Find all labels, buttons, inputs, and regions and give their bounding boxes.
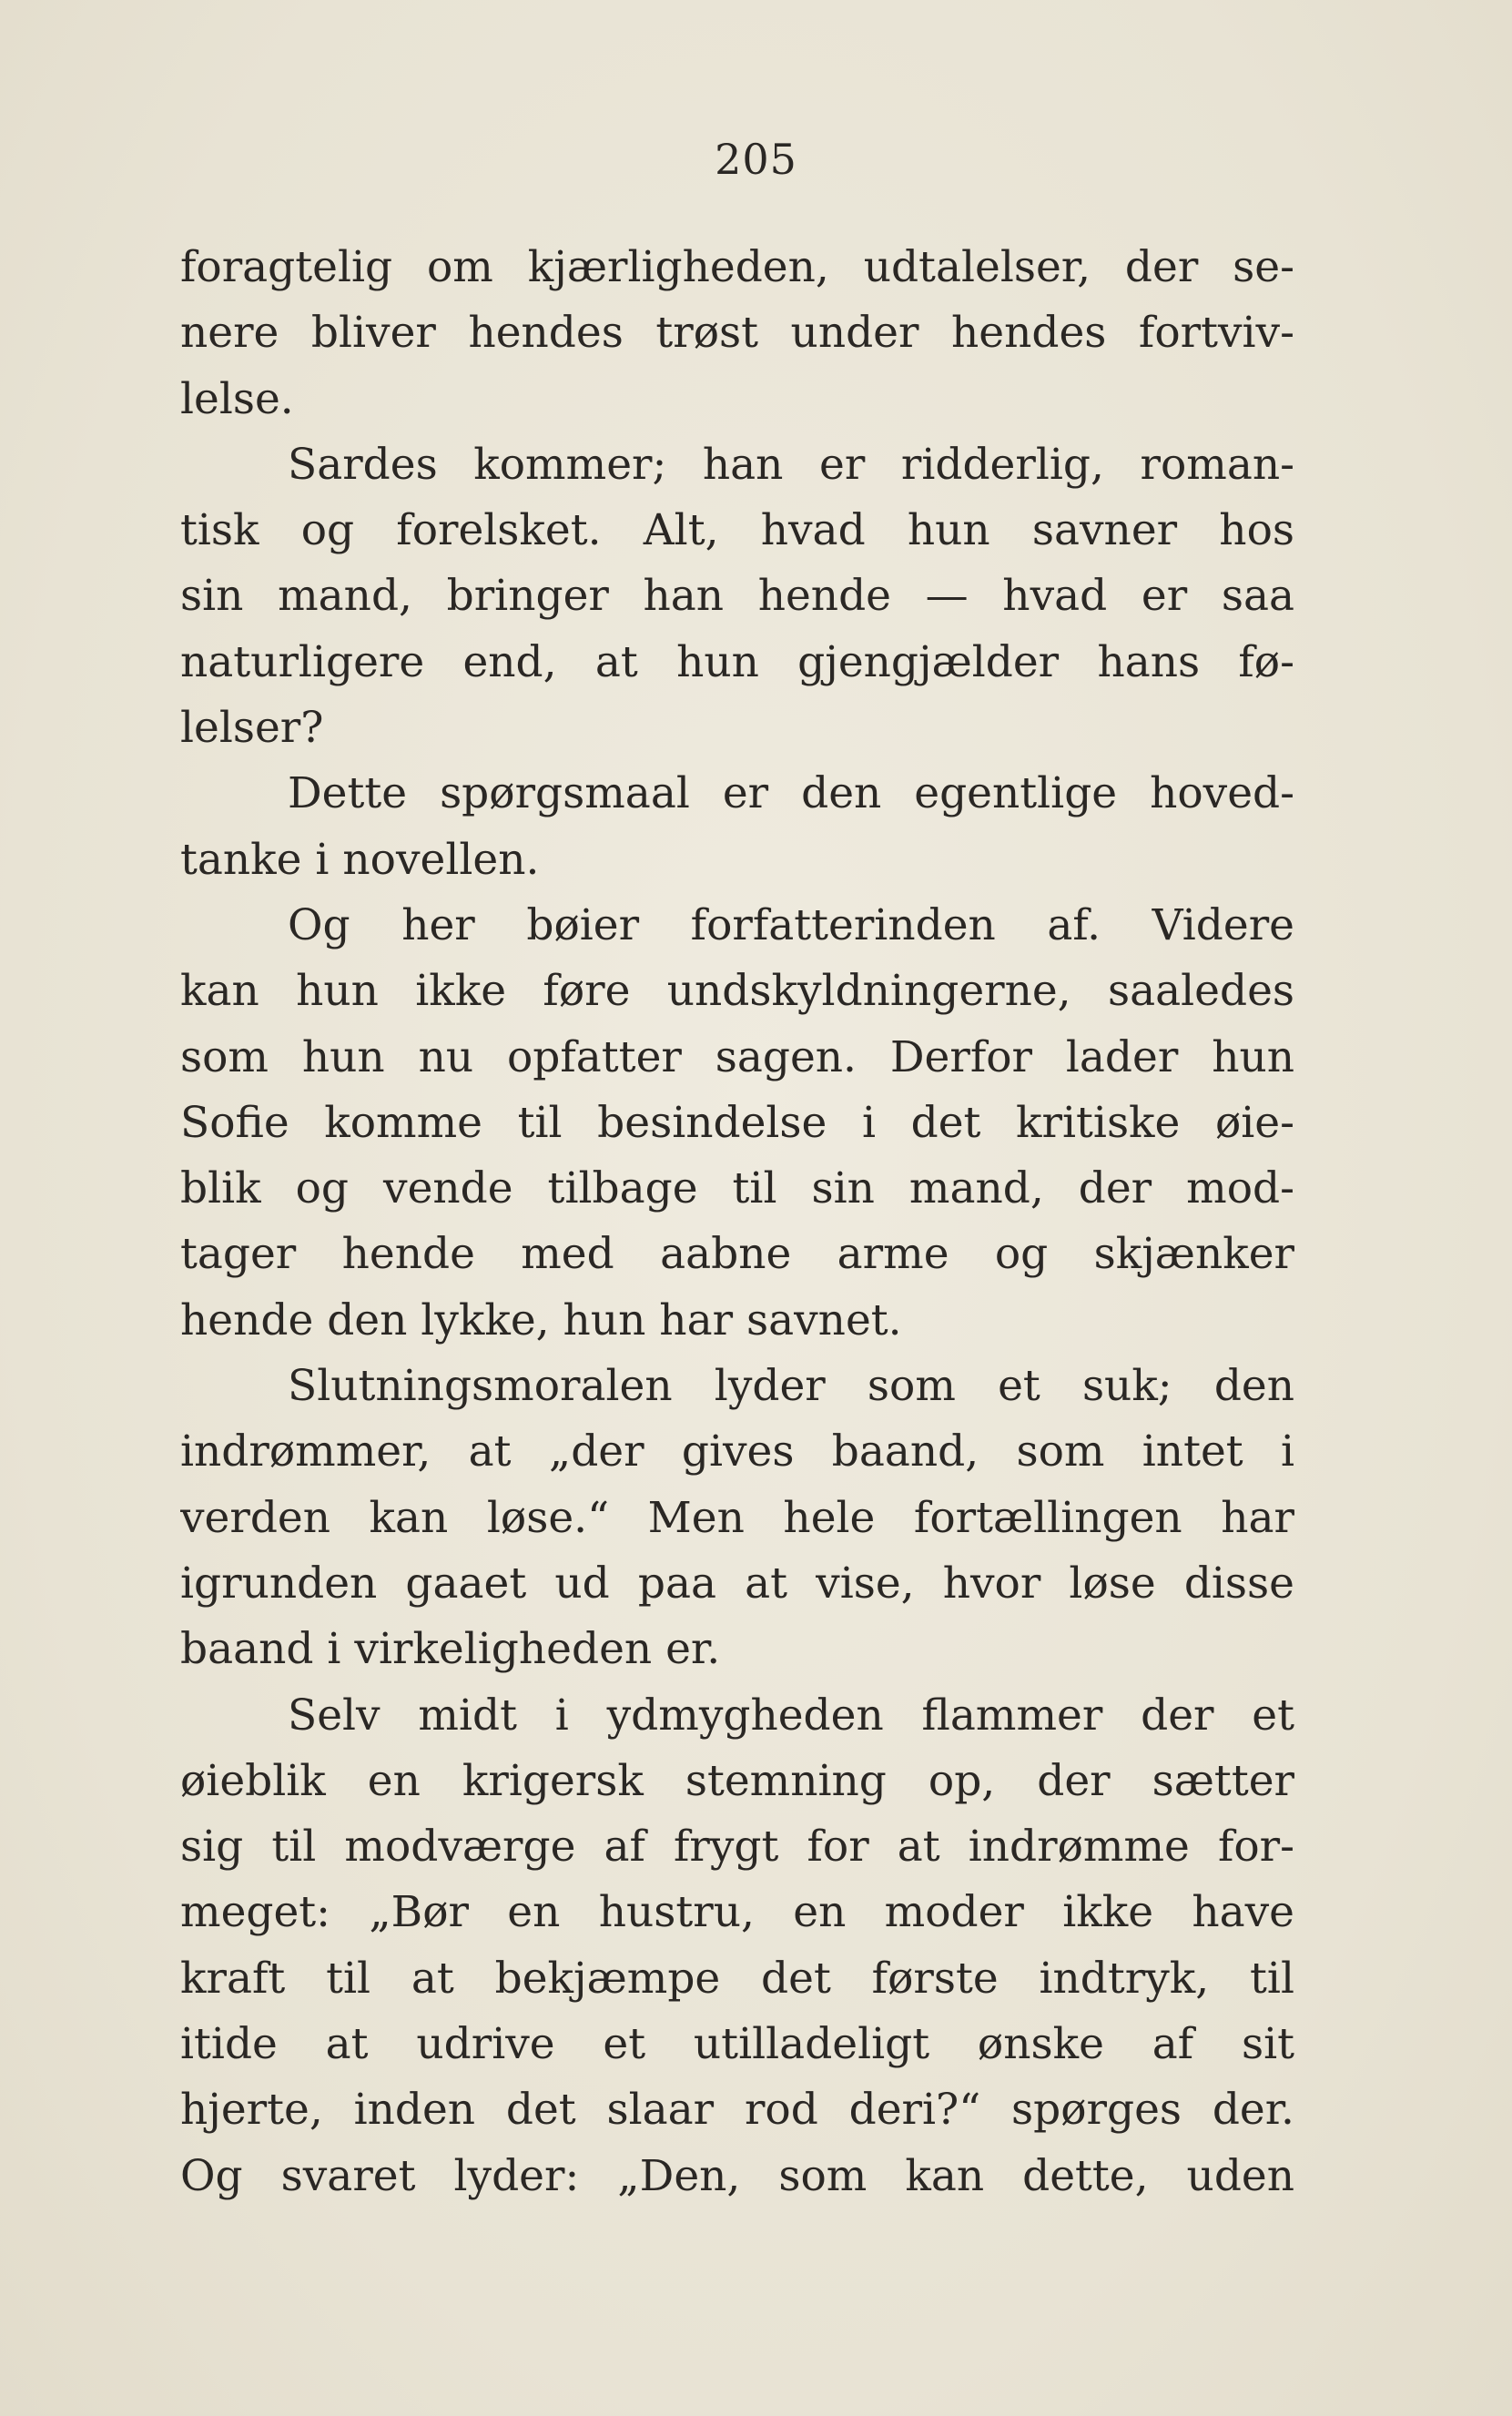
text-line: Slutningsmoralen lyder som et suk; den	[288, 1361, 1294, 1412]
text-line: lelse.	[180, 373, 294, 424]
text-line: tager hende med aabne arme og skjænker	[180, 1229, 1294, 1280]
text-line: foragtelig om kjærligheden, udtalelser, der se-	[180, 242, 1294, 292]
text-line: Og her bøier forfatterinden af. Videre	[288, 899, 1294, 950]
text-line: Og svaret lyder: „Den, som kan dette, uden	[180, 2150, 1294, 2201]
text-line: baand i virkeligheden er.	[180, 1624, 721, 1675]
text-line: verden kan løse.“ Men hele fortællingen har	[180, 1492, 1294, 1543]
text-line: kraft til at bekjæmpe det første indtryk, til	[180, 1953, 1294, 2004]
text-line: naturligere end, at hun gjengjælder hans fø-	[180, 636, 1294, 687]
text-line: tisk og forelsket. Alt, hvad hun savner hos	[180, 505, 1294, 556]
text-line: sin mand, bringer han hende — hvad er saa	[180, 571, 1294, 622]
text-line: blik og vende tilbage til sin mand, der mod-	[180, 1163, 1294, 1214]
text-line: hjerte, inden det slaar rod deri?“ spørges der.	[180, 2085, 1294, 2136]
body-text	[180, 235, 1294, 2209]
text-line: tanke i novellen.	[180, 834, 540, 885]
text-line: som hun nu opfatter sagen. Derfor lader hun	[180, 1031, 1294, 1082]
page-number: 205	[715, 135, 797, 184]
text-line: Sofie komme til besindelse i det kritiske øie-	[180, 1097, 1294, 1148]
text-line: Selv midt i ydmygheden flammer der et	[288, 1690, 1294, 1741]
text-line: hende den lykke, hun har savnet.	[180, 1294, 902, 1345]
text-line: øieblik en krigersk stemning op, der sætter	[180, 1755, 1294, 1806]
text-line: itide at udrive et utilladeligt ønske af sit	[180, 2019, 1294, 2070]
text-line: igrunden gaaet ud paa at vise, hvor løse disse	[180, 1558, 1294, 1609]
text-line: lelser?	[180, 703, 324, 754]
text-line: meget: „Bør en hustru, en moder ikke have	[180, 1887, 1294, 1938]
text-line: nere bliver hendes trøst under hendes fortviv-	[180, 308, 1294, 359]
text-line: kan hun ikke føre undskyldningerne, saaledes	[180, 966, 1294, 1017]
text-line: sig til modværge af frygt for at indrømme for-	[180, 1822, 1294, 1873]
text-line: indrømmer, at „der gives baand, som intet i	[180, 1426, 1294, 1477]
text-line: Dette spørgsmaal er den egentlige hoved-	[288, 768, 1294, 819]
text-line: Sardes kommer; han er ridderlig, roman-	[288, 439, 1294, 490]
